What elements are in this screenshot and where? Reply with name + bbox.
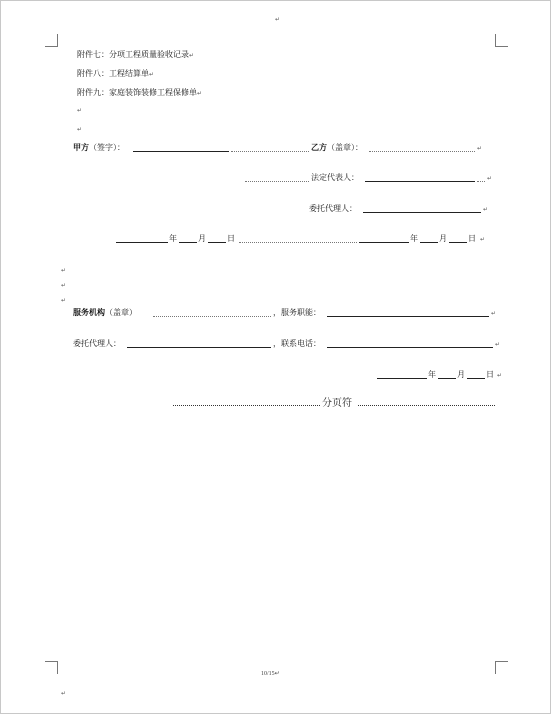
service-title-label: ，服务职能：: [273, 308, 321, 317]
agent-signature-line[interactable]: [363, 212, 481, 213]
margin-corner-bottom-right: [495, 661, 508, 674]
page-break-dots-left: [173, 405, 320, 406]
party-b-seal-line[interactable]: [369, 151, 475, 152]
header-paragraph-mark: ↵: [275, 16, 281, 23]
date-a-day-line[interactable]: [208, 242, 226, 243]
legal-rep-signature-line[interactable]: [365, 181, 475, 182]
legal-rep-label: 法定代表人：: [311, 173, 359, 182]
attachment-8: 附件八：工程结算单↵: [77, 69, 155, 78]
leader-dots: [245, 181, 309, 182]
date-b-year-line[interactable]: [359, 242, 409, 243]
date-c-month-label: 月: [457, 370, 465, 379]
date-a-year-label: 年: [169, 234, 177, 243]
date-c-month-line[interactable]: [438, 378, 456, 379]
paragraph-mark: ↵: [491, 310, 497, 317]
date-b-month-line[interactable]: [420, 242, 438, 243]
paragraph-mark: ↵: [487, 175, 493, 182]
attachment-text: 附件八：工程结算单: [77, 69, 149, 78]
empty-paragraph-mark: ↵: [77, 107, 83, 114]
date-a-month-label: 月: [198, 234, 206, 243]
agent-label: 委托代理人：: [309, 204, 357, 213]
attachment-9: 附件九：家庭装饰装修工程保修单↵: [77, 88, 203, 97]
date-c-year-label: 年: [428, 370, 436, 379]
date-c-year-line[interactable]: [377, 378, 427, 379]
date-b-day-line[interactable]: [449, 242, 467, 243]
phone-label: ，联系电话：: [273, 339, 321, 348]
empty-paragraph-mark: ↵: [61, 297, 67, 304]
paragraph-mark: ↵: [480, 236, 486, 243]
date-a-month-line[interactable]: [179, 242, 197, 243]
leader-dots: [477, 181, 485, 182]
attachment-text: 附件九：家庭装饰装修工程保修单: [77, 88, 197, 97]
leader-dots: [231, 151, 309, 152]
party-b-label: 乙方（盖章）：: [311, 143, 363, 152]
leader-dots: [239, 242, 357, 243]
agent2-signature-line[interactable]: [127, 347, 271, 348]
page-break-dots-right: [358, 405, 495, 406]
party-a-signature-line[interactable]: [133, 151, 229, 152]
page-number: 10/15↵: [261, 671, 280, 677]
date-b-year-label: 年: [410, 234, 418, 243]
date-c-day-line[interactable]: [467, 378, 485, 379]
margin-corner-top-left: [45, 34, 58, 47]
attachment-7: 附件七：分项工程质量验收记录↵: [77, 50, 195, 59]
date-a-year-line[interactable]: [116, 242, 168, 243]
footer-paragraph-mark: ↵: [61, 690, 67, 697]
agent2-label: 委托代理人：: [73, 339, 121, 348]
empty-paragraph-mark: ↵: [61, 282, 67, 289]
attachment-text: 附件七：分项工程质量验收记录: [77, 50, 189, 59]
empty-paragraph-mark: ↵: [77, 126, 83, 133]
party-a-label: 甲方（签字）：: [73, 143, 125, 152]
paragraph-mark: ↵: [497, 372, 503, 379]
date-b-month-label: 月: [439, 234, 447, 243]
paragraph-mark: ↵: [495, 341, 501, 348]
paragraph-mark: ↵: [483, 206, 489, 213]
service-title-line[interactable]: [327, 316, 489, 317]
page-break-label: 分页符: [322, 398, 352, 409]
margin-corner-top-right: [495, 34, 508, 47]
date-a-day-label: 日: [227, 234, 235, 243]
phone-line[interactable]: [327, 347, 493, 348]
margin-corner-bottom-left: [45, 661, 58, 674]
service-org-label: 服务机构（盖章）: [73, 308, 137, 317]
date-b-day-label: 日: [468, 234, 476, 243]
paragraph-mark: ↵: [477, 145, 483, 152]
empty-paragraph-mark: ↵: [61, 267, 67, 274]
service-org-seal-line[interactable]: [153, 316, 271, 317]
date-c-day-label: 日: [486, 370, 494, 379]
